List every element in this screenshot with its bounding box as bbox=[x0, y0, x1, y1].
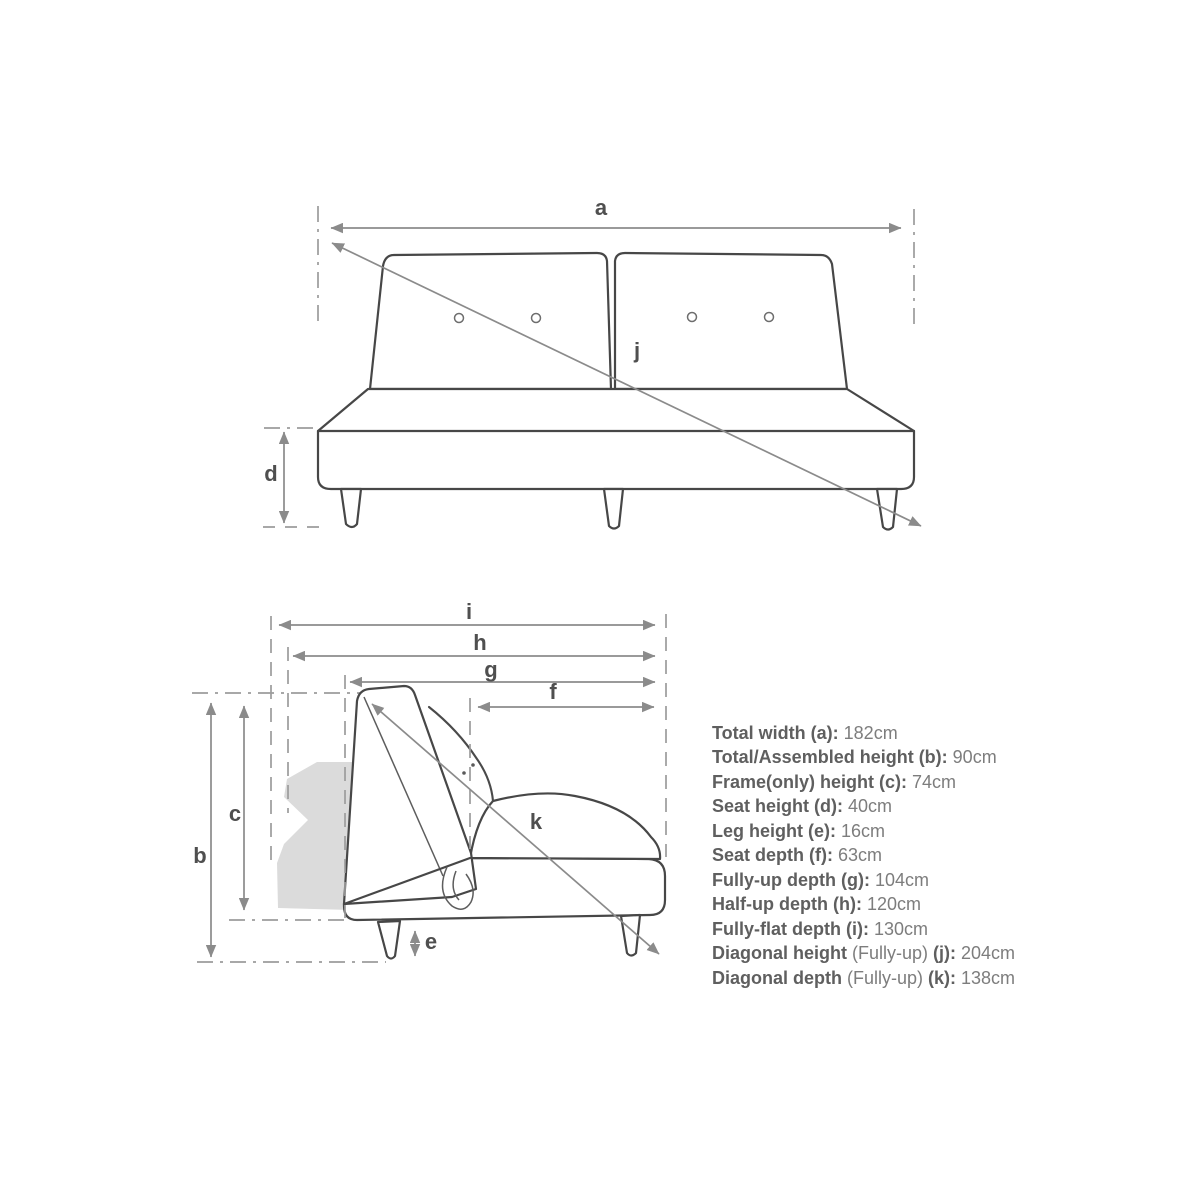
dimension-label-e: e bbox=[424, 929, 438, 954]
legend-text: 90cm bbox=[952, 747, 997, 768]
legend-text: (Fully-up) bbox=[852, 943, 934, 964]
legend-text: Total width (a): bbox=[712, 723, 844, 743]
backrest-cushion-right bbox=[615, 253, 847, 389]
legend-text: Seat height (d): bbox=[712, 796, 848, 817]
legend-row bbox=[712, 794, 1015, 818]
seat-base bbox=[318, 389, 914, 489]
legend-row bbox=[712, 843, 1015, 867]
stitch-mark bbox=[471, 763, 475, 767]
legend-text: 16cm bbox=[841, 820, 886, 841]
legend-row bbox=[712, 819, 1015, 843]
legend-text: Total/Assembled height (b): bbox=[712, 747, 953, 768]
legend-text: 63cm bbox=[838, 845, 883, 866]
stitch-mark bbox=[462, 771, 466, 775]
legend-text: Half-up depth (h): bbox=[712, 894, 867, 915]
seat-cushion-side bbox=[470, 793, 660, 859]
legend-text: (Fully-up) bbox=[847, 967, 929, 988]
legend-row bbox=[712, 721, 1015, 745]
dimension-label-h: h bbox=[473, 630, 487, 655]
front-view-sofa bbox=[318, 253, 914, 530]
legend-row bbox=[712, 966, 1015, 990]
legend-row bbox=[712, 892, 1015, 916]
legend-row bbox=[712, 868, 1015, 892]
legend-text: 40cm bbox=[848, 796, 893, 817]
legend-row bbox=[712, 745, 1015, 769]
backrest-cushion-left bbox=[370, 253, 611, 389]
legend-text: (k): bbox=[928, 967, 962, 988]
legend-text: Fully-up depth (g): bbox=[712, 869, 875, 890]
legend-text: 120cm bbox=[866, 894, 921, 915]
dimension-label-c: c bbox=[228, 801, 242, 826]
sofa-leg bbox=[604, 489, 623, 529]
dimension-label-b: b bbox=[193, 843, 207, 868]
legend-text: Diagonal height bbox=[712, 943, 853, 964]
legend-row bbox=[712, 917, 1015, 941]
dimension-label-a: a bbox=[594, 195, 608, 220]
legend-text: Frame(only) height (c): bbox=[712, 771, 913, 792]
legend-text: 74cm bbox=[912, 771, 957, 792]
dimension-label-d: d bbox=[264, 461, 278, 486]
legend-text: Leg height (e): bbox=[712, 820, 841, 841]
dimension-label-j: j bbox=[633, 338, 641, 363]
sofa-leg bbox=[341, 489, 361, 527]
dimensions-legend bbox=[712, 721, 1015, 990]
legend-text: (j): bbox=[933, 943, 962, 964]
dimension-label-f: f bbox=[549, 679, 557, 704]
cushion-button bbox=[532, 314, 541, 323]
legend-row bbox=[712, 941, 1015, 965]
cushion-button bbox=[455, 314, 464, 323]
dimension-label-k: k bbox=[529, 809, 543, 834]
cushion-button bbox=[688, 313, 697, 322]
legend-text: 182cm bbox=[843, 723, 898, 743]
legend-text: 104cm bbox=[874, 869, 929, 890]
legend-text: Diagonal depth bbox=[712, 967, 847, 988]
legend-row bbox=[712, 770, 1015, 794]
dimension-label-g: g bbox=[484, 657, 498, 682]
dimension-label-i: i bbox=[465, 599, 473, 624]
side-view-sofa bbox=[277, 686, 665, 959]
legend-text: Seat depth (f): bbox=[712, 845, 838, 866]
legend-text: Fully-flat depth (i): bbox=[712, 918, 874, 939]
cushion-button bbox=[765, 313, 774, 322]
legend-text: 204cm bbox=[961, 943, 1016, 964]
legend-text: 130cm bbox=[873, 918, 929, 939]
sofa-leg bbox=[378, 921, 400, 959]
legend-text: 138cm bbox=[961, 967, 1016, 988]
